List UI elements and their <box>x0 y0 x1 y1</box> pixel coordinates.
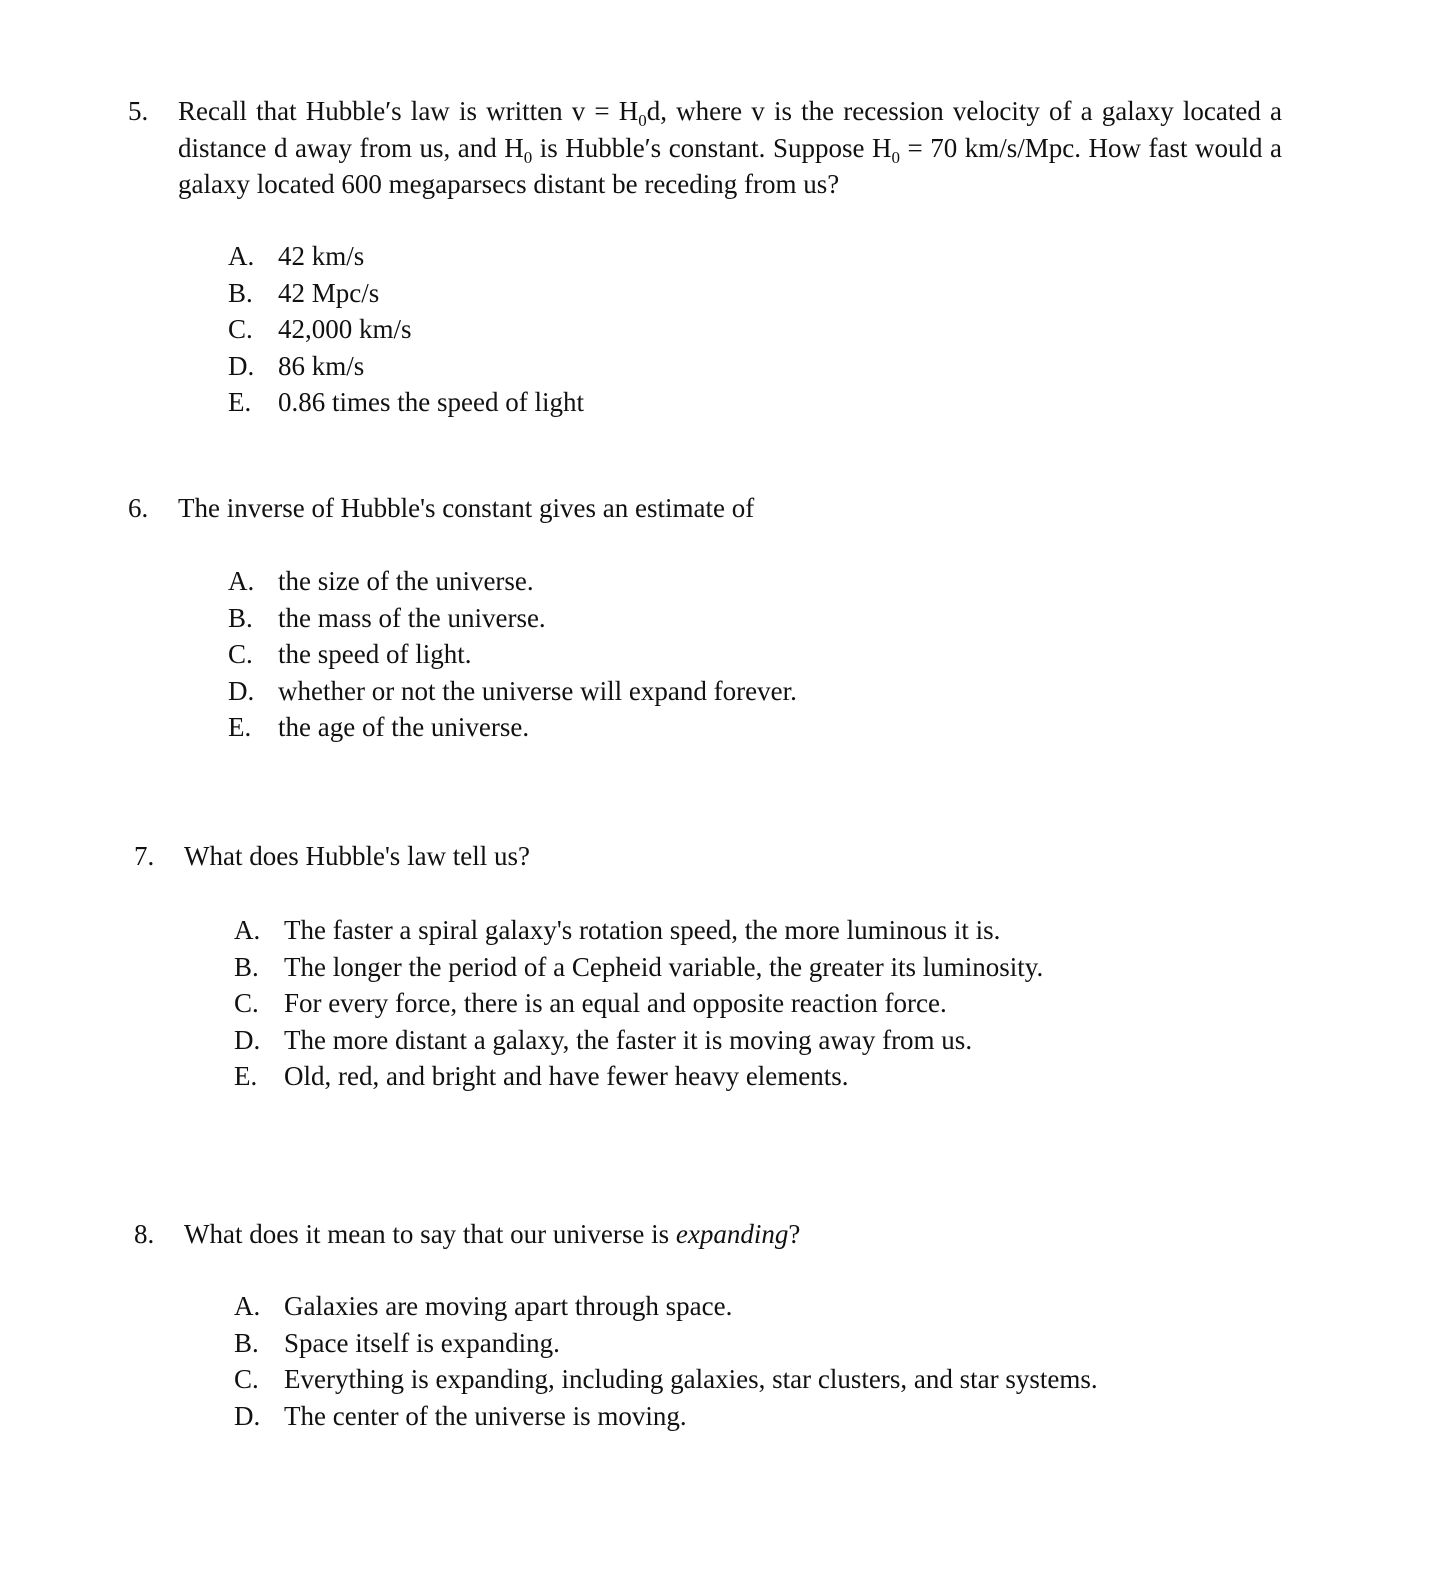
stem-part: is Hubble′s constant. Suppose H <box>532 132 892 163</box>
question-stem: The inverse of Hubble's constant gives an estimate of <box>178 493 755 523</box>
option-letter: A. <box>234 1291 261 1321</box>
question-number: 6. <box>128 493 149 523</box>
option-letter: D. <box>228 675 255 706</box>
option-text: Old, red, and bright and have fewer heavy elements. <box>284 1061 849 1091</box>
option-text: For every force, there is an equal and opposite reaction force. <box>284 988 947 1018</box>
question-stem: What does Hubble's law tell us? <box>184 841 531 871</box>
subscript: 0 <box>891 147 900 167</box>
question-number: 5. <box>128 96 149 126</box>
option-text: 42 Mpc/s <box>278 277 380 308</box>
option-letter: D. <box>228 350 255 381</box>
option-text: The center of the universe is moving. <box>284 1400 687 1431</box>
option-letter: B. <box>228 602 253 633</box>
stem-part: What does it mean to say that our universe is <box>184 1219 676 1249</box>
option-letter: A. <box>228 241 255 271</box>
option-text: 42 km/s <box>278 241 365 271</box>
option-letter: C. <box>228 639 253 669</box>
option-text: Everything is expanding, including galaxies, star clusters, and star systems. <box>284 1364 1098 1394</box>
option-letter: E. <box>228 712 252 742</box>
subscript: 0 <box>523 147 533 167</box>
option-text: the age of the universe. <box>278 712 530 742</box>
option-letter: D. <box>234 1024 261 1055</box>
option-text: Space itself is expanding. <box>284 1327 560 1358</box>
option-text: the size of the universe. <box>278 566 534 596</box>
option-letter: D. <box>234 1400 261 1431</box>
question-stem <box>184 1216 1284 1253</box>
option-letter: B. <box>234 1327 259 1358</box>
option-letter: A. <box>228 566 255 596</box>
option-text: the speed of light. <box>278 639 472 669</box>
option-text: 0.86 times the speed of light <box>278 387 584 417</box>
option-text: The longer the period of a Cepheid variable, the greater its luminosity. <box>284 951 1044 982</box>
option-letter: E. <box>228 387 252 417</box>
stem-emphasis: expanding <box>675 1219 789 1249</box>
question-number: 8. <box>134 1219 155 1249</box>
stem-part: d, where v is the recession velocity of a galaxy located a distance d away from us, and H <box>178 96 1282 163</box>
question-number: 7. <box>134 841 155 871</box>
option-letter: C. <box>228 314 253 344</box>
option-letter: B. <box>234 951 259 982</box>
option-text: Galaxies are moving apart through space. <box>284 1291 733 1321</box>
option-text: 42,000 km/s <box>278 314 412 344</box>
stem-part: Recall that Hubble′s law is written v = H <box>178 96 639 126</box>
option-text: 86 km/s <box>278 350 365 381</box>
option-text: The more distant a galaxy, the faster it is moving away from us. <box>284 1024 973 1055</box>
option-letter: B. <box>228 277 253 308</box>
option-letter: C. <box>234 988 259 1018</box>
option-text: The faster a spiral galaxy's rotation speed, the more luminous it is. <box>284 915 1001 945</box>
option-text: whether or not the universe will expand forever. <box>278 675 797 706</box>
option-letter: A. <box>234 915 261 945</box>
option-letter: C. <box>234 1364 259 1394</box>
option-letter: E. <box>234 1061 258 1091</box>
stem-part: ? <box>788 1219 801 1249</box>
question-stem <box>178 93 1282 203</box>
option-text: the mass of the universe. <box>278 602 546 633</box>
stem-part: = 70 km/s/Mpc. How fast would a galaxy located 600 megaparsecs distant be receding from us? <box>178 132 1283 199</box>
subscript: 0 <box>638 111 647 130</box>
